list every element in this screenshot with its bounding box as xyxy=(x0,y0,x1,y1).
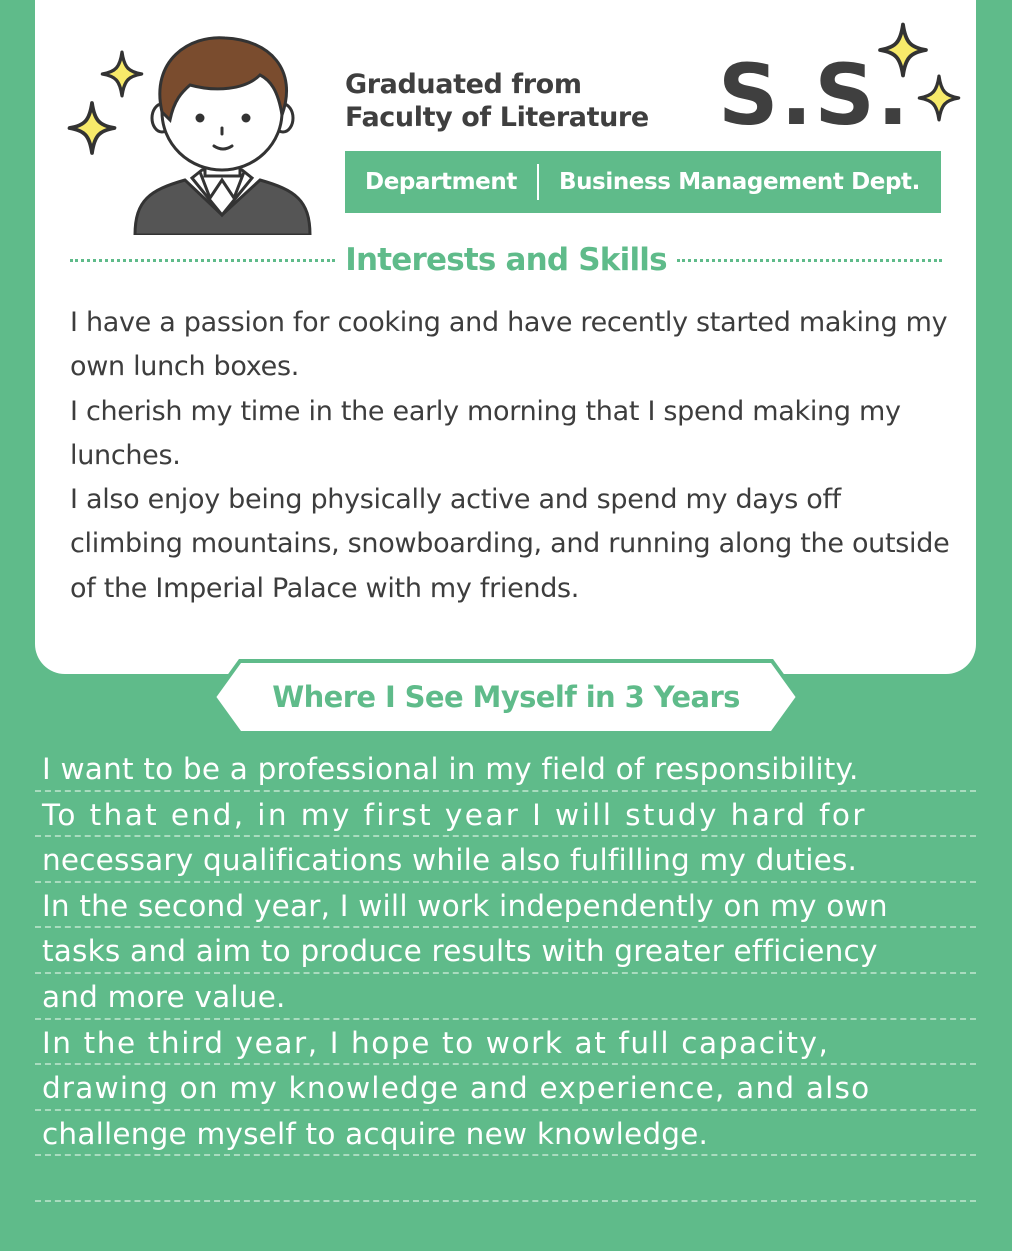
future-line: challenge myself to acquire new knowledge. xyxy=(35,1111,976,1157)
sparkle-icon xyxy=(100,50,144,98)
skills-heading-row xyxy=(70,238,942,282)
future-line: necessary qualifications while also fulfilling my duties. xyxy=(35,837,976,883)
skills-body xyxy=(70,301,950,611)
future-line: To that end, in my first year I will study hard for xyxy=(35,792,976,838)
sparkle-icon xyxy=(917,74,961,122)
department-value: Business Management Dept. xyxy=(558,169,920,195)
skills-paragraph: I also enjoy being physically active and spend my days off climbing mountains, snowboarding, and running along the outside of the Imperial Palace with my friends. xyxy=(70,484,950,604)
person-avatar-icon xyxy=(130,30,315,235)
skills-paragraph: I cherish my time in the early morning that I spend making my lunches. xyxy=(70,395,901,471)
graduated-line-2: Faculty of Literature xyxy=(345,102,649,133)
future-blank-line xyxy=(35,1156,976,1202)
skills-paragraph: I have a passion for cooking and have recently started making my own lunch boxes. xyxy=(70,307,948,383)
future-line: drawing on my knowledge and experience, and also xyxy=(35,1065,976,1111)
future-line: In the third year, I hope to work at full capacity, xyxy=(35,1020,976,1066)
department-bar xyxy=(345,151,941,213)
dotted-rule xyxy=(70,259,335,262)
department-label: Department xyxy=(365,169,517,195)
skills-heading: Interests and Skills xyxy=(345,242,667,278)
person-initials: S.S. xyxy=(718,46,911,144)
future-line: I want to be a professional in my field of responsibility. xyxy=(35,746,976,792)
dotted-rule xyxy=(677,259,942,262)
future-line: tasks and aim to produce results with greater efficiency xyxy=(35,928,976,974)
graduated-line-1: Graduated from xyxy=(345,69,582,100)
divider xyxy=(537,164,539,200)
graduation-info xyxy=(345,68,649,134)
sparkle-icon xyxy=(67,100,117,156)
future-line: In the second year, I will work independently on my own xyxy=(35,883,976,929)
future-heading: Where I See Myself in 3 Years xyxy=(272,680,740,714)
future-body xyxy=(35,746,976,1202)
future-line: and more value. xyxy=(35,974,976,1020)
